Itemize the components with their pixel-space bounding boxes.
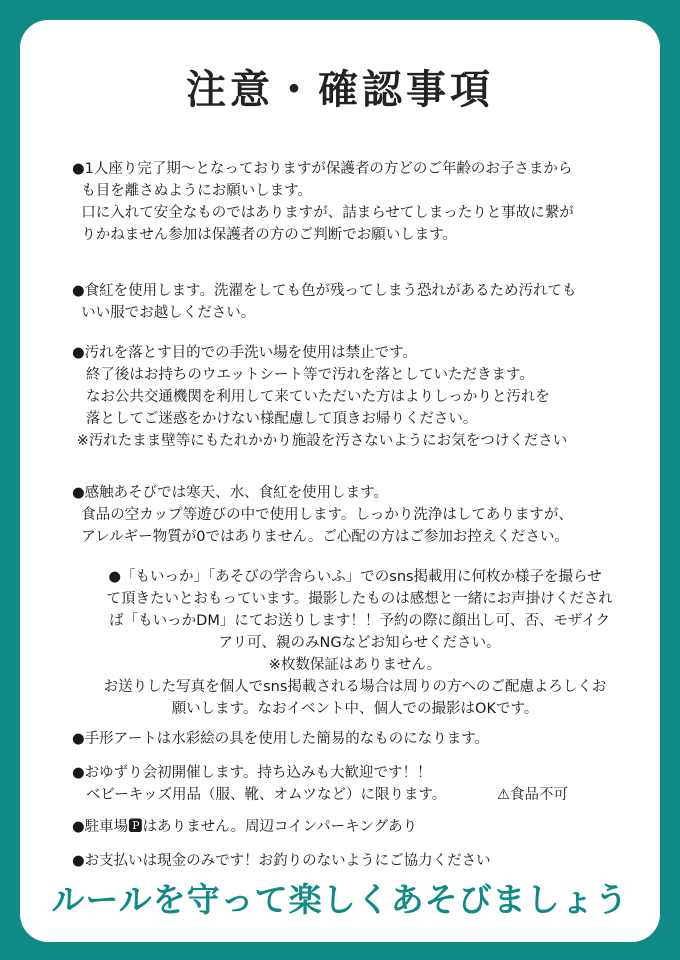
- notice-supervision: ●1人座り完了期〜となっておりますが保護者の方どのご年齢のお子さまから も目を離さぬようにお願いします。 口に入れて安全なものではありますが、詰まらせてしまったりと事故に繋が りかねません参加は保護者の方のご判断でお願いします。: [72, 161, 574, 243]
- notice-sensory-play: ●感触あそびでは寒天、水、食紅を使用します。 食品の空カップ等遊びの中で使用します。しっかり洗浄はしてありますが、 アレルギー物質が0ではありません。ご心配の方はご参加お控えください。: [72, 485, 573, 545]
- notice-washing: ●汚れを落とす目的での手洗い場を使用は禁止です。 終了後はお持ちのウエットシート等で汚れを落としていただきます。 なお公共交通機関を利用して来ていただいた方はよりしっかりと汚れを 落としてご迷惑をかけない様配慮して頂きお帰りください。 ※汚れたまま壁等にもたれかかり施設を汚さないようにお気をつけください: [72, 345, 568, 449]
- notice-payment: ●お支払いは現金のみです！お釣りのないようにご協力ください: [72, 853, 491, 869]
- notice-parking: ●駐車場🅿はありません。周辺コインパーキングあり: [72, 819, 418, 835]
- notice-handprint-art: ●手形アートは水彩絵の具を使用した簡易的なものになります。: [72, 731, 490, 747]
- page-title: 注意・確認事項: [186, 67, 494, 113]
- notice-photos: ●「もいっか」「あそびの学舎らいふ」でのsns掲載用に何枚か様子を撮らせ て頂きたいとおもっています。撮影したものは感想と一緒にお声掛けくだされ ば「もいっかDM」にてお送りします！！予約の際に顔出し可、否、モザイク アリ可、親のみNGなどお知らせください。 ※枚数保証はありません。 お送りした写真を個人でsns掲載される場合は周りの方へのご配慮よろしくお 願いします。なおイベント中、個人での撮影はOKです。: [103, 569, 613, 717]
- notice-food-coloring: ●食紅を使用します。洗濯をしても色が残ってしまう恐れがあるため汚れても いい服でお越しください。: [72, 283, 577, 321]
- notice-hand-me-down: ●おゆずり会初開催します。持ち込みも大歓迎です！！ ベビーキッズ用品（服、靴、オムツなど）に限ります。 ⚠食品不可: [72, 765, 568, 803]
- footer-slogan: ルールを守って楽しくあそびましょう: [51, 880, 629, 919]
